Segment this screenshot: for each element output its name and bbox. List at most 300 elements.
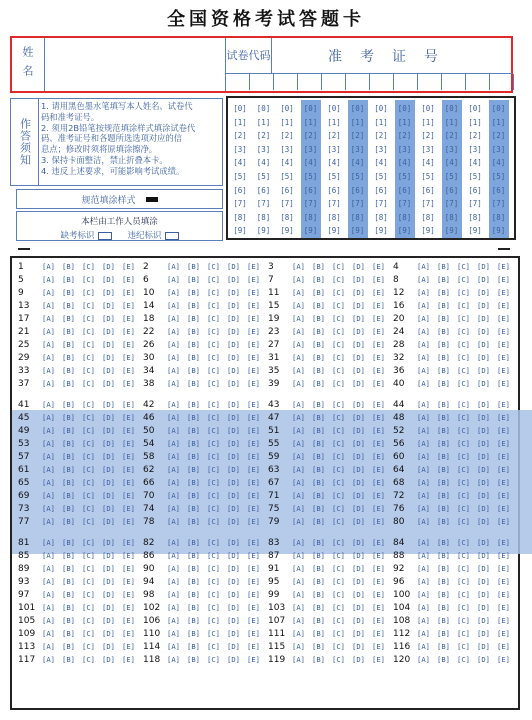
digit-bubble[interactable]: [0] — [468, 104, 482, 113]
option-bubble[interactable]: [C] — [82, 478, 95, 487]
digit-bubble[interactable]: [2] — [421, 131, 435, 141]
option-bubble[interactable]: [E] — [122, 616, 135, 625]
option-bubble[interactable]: [B] — [312, 426, 325, 435]
option-bubble[interactable]: [E] — [372, 590, 385, 599]
digit-bubble[interactable]: [9] — [280, 226, 294, 236]
digit-bubble[interactable]: [8] — [468, 212, 482, 222]
option-bubble[interactable]: [C] — [82, 353, 95, 362]
digit-bubble[interactable]: [4] — [280, 158, 294, 168]
option-bubble[interactable]: [A] — [292, 366, 305, 375]
digit-bubble[interactable]: [2] — [397, 131, 412, 141]
option-bubble[interactable]: [C] — [457, 577, 470, 586]
digit-bubble[interactable]: [1] — [327, 117, 341, 127]
option-bubble[interactable]: [D] — [352, 629, 365, 638]
option-bubble[interactable]: [C] — [332, 426, 345, 435]
option-bubble[interactable]: [D] — [352, 413, 365, 422]
option-bubble[interactable]: [D] — [227, 340, 240, 349]
option-bubble[interactable]: [A] — [417, 642, 430, 651]
option-bubble[interactable]: [A] — [292, 642, 305, 651]
option-bubble[interactable]: [A] — [417, 413, 430, 422]
option-bubble[interactable]: [E] — [372, 551, 385, 560]
option-bubble[interactable]: [D] — [477, 353, 490, 362]
option-bubble[interactable]: [B] — [187, 655, 200, 664]
option-bubble[interactable]: [B] — [62, 426, 75, 435]
option-bubble[interactable]: [A] — [167, 590, 180, 599]
option-bubble[interactable]: [B] — [312, 314, 325, 323]
digit-bubble[interactable]: [2] — [350, 131, 365, 141]
option-bubble[interactable]: [B] — [187, 426, 200, 435]
option-bubble[interactable]: [D] — [227, 400, 240, 409]
option-bubble[interactable]: [E] — [372, 262, 385, 271]
option-bubble[interactable]: [D] — [477, 452, 490, 461]
option-bubble[interactable]: [B] — [187, 642, 200, 651]
option-bubble[interactable]: [C] — [82, 439, 95, 448]
option-bubble[interactable]: [C] — [332, 413, 345, 422]
option-bubble[interactable]: [C] — [457, 551, 470, 560]
option-bubble[interactable]: [E] — [497, 465, 510, 474]
option-bubble[interactable]: [C] — [457, 353, 470, 362]
option-bubble[interactable]: [B] — [312, 577, 325, 586]
option-bubble[interactable]: [E] — [122, 366, 135, 375]
option-bubble[interactable]: [E] — [372, 327, 385, 336]
option-bubble[interactable]: [D] — [477, 590, 490, 599]
option-bubble[interactable]: [A] — [167, 504, 180, 513]
option-bubble[interactable]: [D] — [352, 517, 365, 526]
option-bubble[interactable]: [B] — [187, 301, 200, 310]
digit-bubble[interactable]: [0] — [303, 104, 318, 113]
option-bubble[interactable]: [C] — [457, 301, 470, 310]
option-bubble[interactable]: [B] — [437, 465, 450, 474]
option-bubble[interactable]: [B] — [312, 491, 325, 500]
option-bubble[interactable]: [B] — [437, 655, 450, 664]
option-bubble[interactable]: [E] — [247, 603, 260, 612]
option-bubble[interactable]: [D] — [477, 478, 490, 487]
digit-bubble[interactable]: [2] — [233, 131, 247, 141]
option-bubble[interactable]: [D] — [352, 642, 365, 651]
option-bubble[interactable]: [D] — [477, 551, 490, 560]
option-bubble[interactable]: [B] — [62, 327, 75, 336]
option-bubble[interactable]: [D] — [477, 616, 490, 625]
option-bubble[interactable]: [A] — [417, 452, 430, 461]
option-bubble[interactable]: [B] — [437, 590, 450, 599]
option-bubble[interactable]: [D] — [227, 288, 240, 297]
option-bubble[interactable]: [D] — [352, 314, 365, 323]
option-bubble[interactable]: [E] — [122, 288, 135, 297]
digit-bubble[interactable]: [9] — [233, 226, 247, 236]
option-bubble[interactable]: [A] — [167, 629, 180, 638]
digit-bubble[interactable]: [1] — [303, 117, 318, 127]
option-bubble[interactable]: [A] — [292, 603, 305, 612]
option-bubble[interactable]: [C] — [332, 478, 345, 487]
option-bubble[interactable]: [D] — [102, 504, 115, 513]
option-bubble[interactable]: [A] — [167, 538, 180, 547]
option-bubble[interactable]: [A] — [417, 400, 430, 409]
option-bubble[interactable]: [C] — [457, 452, 470, 461]
digit-bubble[interactable]: [6] — [374, 185, 388, 195]
digit-bubble[interactable]: [7] — [256, 199, 271, 209]
option-bubble[interactable]: [A] — [292, 551, 305, 560]
option-bubble[interactable]: [C] — [207, 491, 220, 500]
digit-bubble[interactable]: [0] — [280, 104, 294, 113]
option-bubble[interactable]: [E] — [497, 538, 510, 547]
digit-bubble[interactable]: [5] — [468, 172, 482, 181]
option-bubble[interactable]: [A] — [417, 439, 430, 448]
option-bubble[interactable]: [C] — [332, 314, 345, 323]
option-bubble[interactable]: [D] — [477, 262, 490, 271]
option-bubble[interactable]: [A] — [42, 642, 55, 651]
option-bubble[interactable]: [B] — [62, 413, 75, 422]
option-bubble[interactable]: [A] — [167, 288, 180, 297]
option-bubble[interactable]: [B] — [312, 629, 325, 638]
option-bubble[interactable]: [C] — [82, 590, 95, 599]
option-bubble[interactable]: [C] — [332, 642, 345, 651]
option-bubble[interactable]: [B] — [437, 551, 450, 560]
option-bubble[interactable]: [A] — [292, 465, 305, 474]
option-bubble[interactable]: [A] — [167, 314, 180, 323]
digit-bubble[interactable]: [3] — [280, 144, 294, 154]
option-bubble[interactable]: [A] — [167, 465, 180, 474]
digit-bubble[interactable]: [0] — [350, 104, 365, 113]
option-bubble[interactable]: [C] — [332, 452, 345, 461]
option-bubble[interactable]: [C] — [332, 262, 345, 271]
digit-bubble[interactable]: [3] — [421, 144, 435, 154]
option-bubble[interactable]: [B] — [437, 288, 450, 297]
option-bubble[interactable]: [A] — [417, 491, 430, 500]
option-bubble[interactable]: [A] — [42, 314, 55, 323]
digit-bubble[interactable]: [6] — [421, 185, 435, 195]
option-bubble[interactable]: [B] — [62, 465, 75, 474]
digit-bubble[interactable]: [4] — [421, 158, 435, 168]
option-bubble[interactable]: [E] — [372, 301, 385, 310]
option-bubble[interactable]: [D] — [477, 275, 490, 284]
digit-bubble[interactable]: [9] — [421, 226, 435, 236]
option-bubble[interactable]: [D] — [352, 366, 365, 375]
option-bubble[interactable]: [C] — [82, 491, 95, 500]
option-bubble[interactable]: [B] — [187, 491, 200, 500]
option-bubble[interactable]: [E] — [497, 642, 510, 651]
option-bubble[interactable]: [E] — [497, 629, 510, 638]
option-bubble[interactable]: [A] — [42, 564, 55, 573]
option-bubble[interactable]: [C] — [457, 426, 470, 435]
option-bubble[interactable]: [A] — [292, 301, 305, 310]
option-bubble[interactable]: [B] — [187, 413, 200, 422]
option-bubble[interactable]: [D] — [102, 491, 115, 500]
digit-bubble[interactable]: [3] — [350, 144, 365, 154]
option-bubble[interactable]: [D] — [352, 564, 365, 573]
option-bubble[interactable]: [A] — [167, 603, 180, 612]
option-bubble[interactable]: [A] — [417, 655, 430, 664]
option-bubble[interactable]: [C] — [82, 577, 95, 586]
option-bubble[interactable]: [A] — [42, 603, 55, 612]
option-bubble[interactable]: [E] — [497, 590, 510, 599]
option-bubble[interactable]: [C] — [332, 465, 345, 474]
option-bubble[interactable]: [C] — [457, 564, 470, 573]
digit-bubble[interactable]: [9] — [444, 226, 459, 236]
option-bubble[interactable]: [D] — [352, 465, 365, 474]
option-bubble[interactable]: [B] — [312, 327, 325, 336]
option-bubble[interactable]: [A] — [292, 655, 305, 664]
option-bubble[interactable]: [D] — [352, 452, 365, 461]
digit-bubble[interactable]: [6] — [397, 185, 412, 195]
option-bubble[interactable]: [C] — [82, 504, 95, 513]
digit-bubble[interactable]: [1] — [444, 117, 459, 127]
option-bubble[interactable]: [D] — [102, 353, 115, 362]
option-bubble[interactable]: [E] — [122, 517, 135, 526]
option-bubble[interactable]: [A] — [167, 426, 180, 435]
option-bubble[interactable]: [E] — [497, 439, 510, 448]
digit-bubble[interactable]: [8] — [280, 212, 294, 222]
digit-bubble[interactable]: [7] — [421, 199, 435, 209]
option-bubble[interactable]: [A] — [42, 551, 55, 560]
option-bubble[interactable]: [C] — [207, 478, 220, 487]
option-bubble[interactable]: [C] — [82, 301, 95, 310]
option-bubble[interactable]: [B] — [312, 465, 325, 474]
option-bubble[interactable]: [B] — [62, 603, 75, 612]
option-bubble[interactable]: [D] — [102, 275, 115, 284]
option-bubble[interactable]: [D] — [227, 504, 240, 513]
option-bubble[interactable]: [E] — [372, 314, 385, 323]
option-bubble[interactable]: [C] — [82, 642, 95, 651]
option-bubble[interactable]: [C] — [82, 629, 95, 638]
digit-write-cell[interactable] — [298, 74, 322, 90]
option-bubble[interactable]: [E] — [497, 413, 510, 422]
option-bubble[interactable]: [C] — [332, 577, 345, 586]
option-bubble[interactable]: [E] — [372, 340, 385, 349]
option-bubble[interactable]: [E] — [122, 551, 135, 560]
option-bubble[interactable]: [D] — [227, 327, 240, 336]
digit-bubble[interactable]: [0] — [421, 104, 435, 113]
option-bubble[interactable]: [D] — [102, 577, 115, 586]
option-bubble[interactable]: [A] — [417, 314, 430, 323]
option-bubble[interactable]: [B] — [437, 262, 450, 271]
option-bubble[interactable]: [B] — [437, 400, 450, 409]
option-bubble[interactable]: [B] — [437, 564, 450, 573]
option-bubble[interactable]: [E] — [247, 517, 260, 526]
option-bubble[interactable]: [A] — [292, 439, 305, 448]
digit-bubble[interactable]: [9] — [468, 226, 482, 236]
digit-bubble[interactable]: [5] — [233, 172, 247, 181]
absent-mark[interactable]: 缺考标识 — [60, 229, 111, 241]
option-bubble[interactable]: [B] — [312, 340, 325, 349]
option-bubble[interactable]: [C] — [332, 301, 345, 310]
option-bubble[interactable]: [E] — [372, 288, 385, 297]
option-bubble[interactable]: [D] — [227, 301, 240, 310]
option-bubble[interactable]: [A] — [417, 551, 430, 560]
option-bubble[interactable]: [A] — [42, 353, 55, 362]
option-bubble[interactable]: [A] — [167, 301, 180, 310]
option-bubble[interactable]: [D] — [227, 642, 240, 651]
digit-bubble[interactable]: [2] — [280, 131, 294, 141]
option-bubble[interactable]: [C] — [332, 340, 345, 349]
option-bubble[interactable]: [E] — [372, 413, 385, 422]
option-bubble[interactable]: [E] — [497, 603, 510, 612]
option-bubble[interactable]: [A] — [167, 413, 180, 422]
option-bubble[interactable]: [C] — [82, 452, 95, 461]
option-bubble[interactable]: [C] — [332, 400, 345, 409]
digit-bubble[interactable]: [3] — [397, 144, 412, 154]
option-bubble[interactable]: [D] — [227, 629, 240, 638]
option-bubble[interactable]: [B] — [437, 504, 450, 513]
option-bubble[interactable]: [C] — [82, 538, 95, 547]
option-bubble[interactable]: [B] — [187, 353, 200, 362]
option-bubble[interactable]: [C] — [207, 465, 220, 474]
digit-bubble[interactable]: [8] — [491, 212, 506, 222]
digit-write-cell[interactable] — [394, 74, 418, 90]
option-bubble[interactable]: [E] — [497, 275, 510, 284]
option-bubble[interactable]: [C] — [332, 275, 345, 284]
option-bubble[interactable]: [A] — [292, 577, 305, 586]
option-bubble[interactable]: [E] — [122, 340, 135, 349]
digit-bubble[interactable]: [9] — [256, 226, 271, 236]
option-bubble[interactable]: [D] — [352, 478, 365, 487]
option-bubble[interactable]: [D] — [477, 629, 490, 638]
option-bubble[interactable]: [B] — [62, 655, 75, 664]
option-bubble[interactable]: [E] — [497, 262, 510, 271]
option-bubble[interactable]: [E] — [247, 301, 260, 310]
option-bubble[interactable]: [C] — [82, 340, 95, 349]
option-bubble[interactable]: [E] — [247, 551, 260, 560]
option-bubble[interactable]: [A] — [42, 366, 55, 375]
digit-bubble[interactable]: [5] — [303, 172, 318, 181]
digit-bubble[interactable]: [9] — [491, 226, 506, 236]
option-bubble[interactable]: [A] — [42, 616, 55, 625]
option-bubble[interactable]: [C] — [207, 642, 220, 651]
option-bubble[interactable]: [E] — [122, 478, 135, 487]
option-bubble[interactable]: [E] — [122, 314, 135, 323]
option-bubble[interactable]: [C] — [82, 413, 95, 422]
option-bubble[interactable]: [E] — [372, 452, 385, 461]
option-bubble[interactable]: [C] — [82, 517, 95, 526]
option-bubble[interactable]: [E] — [247, 616, 260, 625]
option-bubble[interactable]: [B] — [437, 275, 450, 284]
option-bubble[interactable]: [E] — [372, 379, 385, 388]
option-bubble[interactable]: [D] — [352, 616, 365, 625]
option-bubble[interactable]: [D] — [102, 379, 115, 388]
option-bubble[interactable]: [A] — [42, 538, 55, 547]
digit-bubble[interactable]: [3] — [327, 144, 341, 154]
option-bubble[interactable]: [D] — [227, 439, 240, 448]
option-bubble[interactable]: [D] — [227, 551, 240, 560]
digit-bubble[interactable]: [1] — [491, 117, 506, 127]
option-bubble[interactable]: [B] — [312, 400, 325, 409]
digit-bubble[interactable]: [7] — [233, 199, 247, 209]
option-bubble[interactable]: [B] — [187, 366, 200, 375]
option-bubble[interactable]: [C] — [207, 517, 220, 526]
option-bubble[interactable]: [C] — [207, 366, 220, 375]
digit-bubble[interactable]: [8] — [350, 212, 365, 222]
option-bubble[interactable]: [C] — [457, 538, 470, 547]
digit-bubble[interactable]: [6] — [233, 185, 247, 195]
digit-bubble[interactable]: [8] — [327, 212, 341, 222]
option-bubble[interactable]: [D] — [102, 478, 115, 487]
option-bubble[interactable]: [D] — [352, 379, 365, 388]
option-bubble[interactable]: [B] — [437, 340, 450, 349]
option-bubble[interactable]: [D] — [102, 642, 115, 651]
digit-bubble[interactable]: [5] — [397, 172, 412, 181]
option-bubble[interactable]: [A] — [167, 478, 180, 487]
option-bubble[interactable]: [C] — [207, 616, 220, 625]
option-bubble[interactable]: [B] — [187, 629, 200, 638]
option-bubble[interactable]: [C] — [332, 551, 345, 560]
digit-bubble[interactable]: [2] — [256, 131, 271, 141]
digit-bubble[interactable]: [0] — [256, 104, 271, 113]
option-bubble[interactable]: [A] — [292, 275, 305, 284]
option-bubble[interactable]: [D] — [477, 538, 490, 547]
option-bubble[interactable]: [C] — [207, 400, 220, 409]
digit-bubble[interactable]: [4] — [491, 158, 506, 168]
option-bubble[interactable]: [C] — [457, 400, 470, 409]
violation-mark[interactable]: 违纪标识 — [128, 229, 179, 241]
option-bubble[interactable]: [B] — [312, 452, 325, 461]
option-bubble[interactable]: [E] — [247, 478, 260, 487]
option-bubble[interactable]: [D] — [352, 577, 365, 586]
option-bubble[interactable]: [B] — [62, 400, 75, 409]
option-bubble[interactable]: [A] — [42, 452, 55, 461]
option-bubble[interactable]: [B] — [187, 538, 200, 547]
option-bubble[interactable]: [A] — [42, 577, 55, 586]
option-bubble[interactable]: [A] — [417, 577, 430, 586]
digit-bubble[interactable]: [7] — [397, 199, 412, 209]
option-bubble[interactable]: [A] — [42, 413, 55, 422]
digit-bubble[interactable]: [2] — [444, 131, 459, 141]
option-bubble[interactable]: [C] — [207, 504, 220, 513]
option-bubble[interactable]: [D] — [352, 288, 365, 297]
option-bubble[interactable]: [D] — [102, 538, 115, 547]
option-bubble[interactable]: [E] — [372, 538, 385, 547]
option-bubble[interactable]: [C] — [457, 262, 470, 271]
option-bubble[interactable]: [E] — [372, 491, 385, 500]
option-bubble[interactable]: [E] — [497, 452, 510, 461]
digit-write-cell[interactable] — [490, 74, 514, 90]
option-bubble[interactable]: [C] — [207, 340, 220, 349]
option-bubble[interactable]: [E] — [122, 465, 135, 474]
option-bubble[interactable]: [C] — [207, 426, 220, 435]
option-bubble[interactable]: [C] — [207, 603, 220, 612]
option-bubble[interactable]: [B] — [62, 275, 75, 284]
option-bubble[interactable]: [C] — [207, 275, 220, 284]
option-bubble[interactable]: [D] — [102, 590, 115, 599]
option-bubble[interactable]: [D] — [227, 275, 240, 284]
digit-bubble[interactable]: [5] — [374, 172, 388, 181]
option-bubble[interactable]: [B] — [312, 301, 325, 310]
option-bubble[interactable]: [A] — [167, 452, 180, 461]
option-bubble[interactable]: [C] — [332, 327, 345, 336]
option-bubble[interactable]: [A] — [167, 366, 180, 375]
option-bubble[interactable]: [B] — [187, 603, 200, 612]
option-bubble[interactable]: [A] — [417, 327, 430, 336]
digit-bubble[interactable]: [3] — [374, 144, 388, 154]
option-bubble[interactable]: [E] — [122, 275, 135, 284]
digit-bubble[interactable]: [8] — [256, 212, 271, 222]
digit-write-cell[interactable] — [466, 74, 490, 90]
option-bubble[interactable]: [D] — [352, 400, 365, 409]
option-bubble[interactable]: [D] — [102, 340, 115, 349]
option-bubble[interactable]: [E] — [247, 288, 260, 297]
option-bubble[interactable]: [B] — [312, 564, 325, 573]
option-bubble[interactable]: [D] — [102, 564, 115, 573]
option-bubble[interactable]: [E] — [122, 379, 135, 388]
option-bubble[interactable]: [A] — [42, 340, 55, 349]
option-bubble[interactable]: [B] — [187, 616, 200, 625]
option-bubble[interactable]: [C] — [207, 353, 220, 362]
digit-bubble[interactable]: [9] — [350, 226, 365, 236]
option-bubble[interactable]: [E] — [122, 642, 135, 651]
option-bubble[interactable]: [E] — [122, 301, 135, 310]
option-bubble[interactable]: [D] — [352, 551, 365, 560]
digit-write-cell[interactable] — [322, 74, 346, 90]
option-bubble[interactable]: [B] — [437, 413, 450, 422]
option-bubble[interactable]: [D] — [102, 517, 115, 526]
